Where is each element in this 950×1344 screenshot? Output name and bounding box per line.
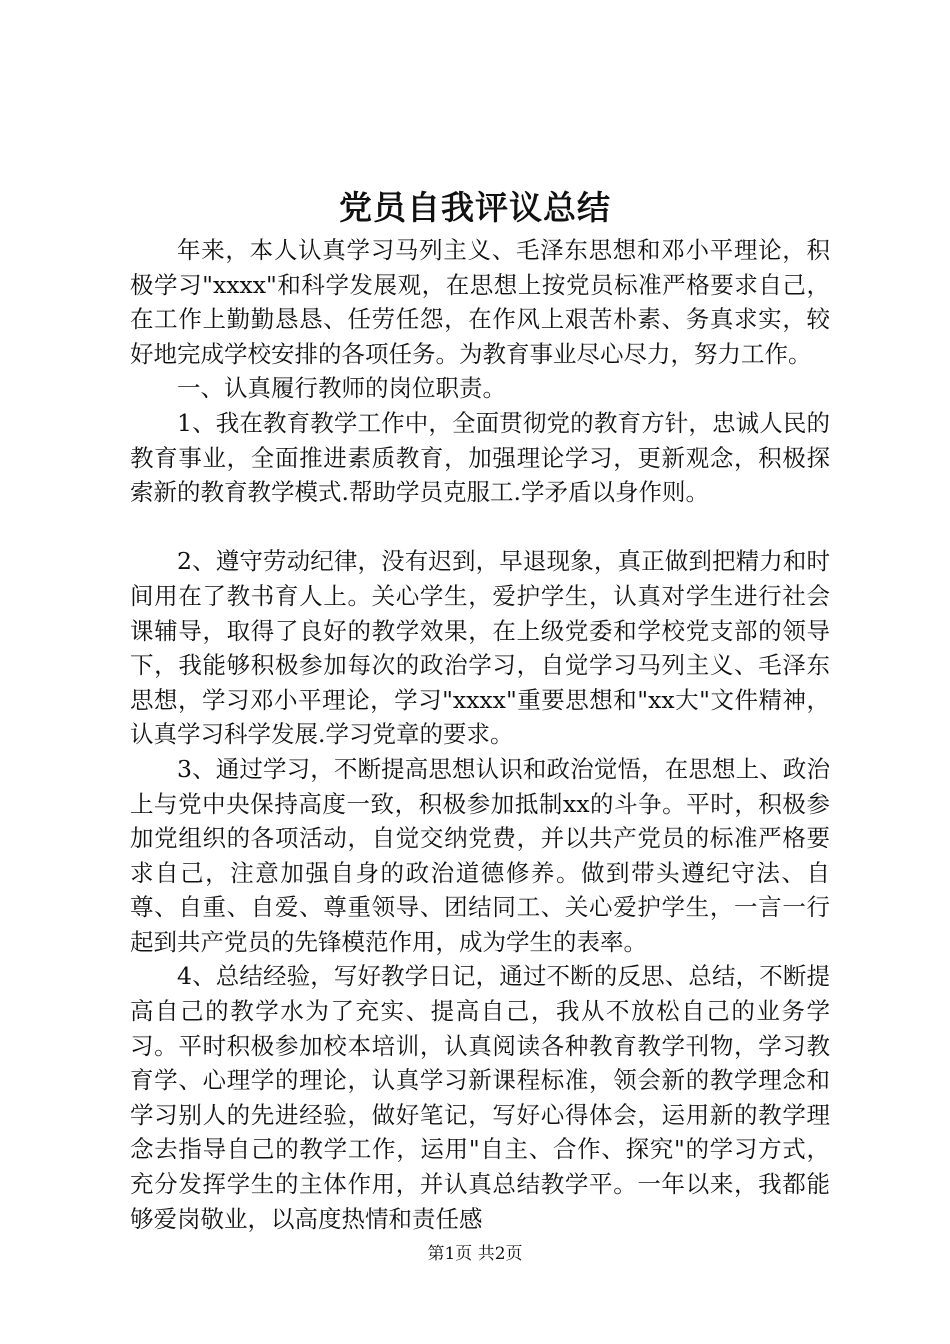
document-body [130,233,830,1236]
document-title: 党员自我评议总结 [339,188,611,227]
paragraph-item-2: 2、遵守劳动纪律，没有迟到，早退现象，真正做到把精力和时间用在了教书育人上。关心学生，爱护学生，认真对学生进行社会课辅导，取得了良好的教学效果，在上级党委和学校党支部的领导下，我能够积极参加每次的政治学习，自觉学习马列主义、毛泽东思想，学习邓小平理论，学习"xxxx"重要思想和"xx大"文件精神，认真学习科学发展.学习党章的要求。 [130,547,830,749]
paragraph-item-3: 3、通过学习，不断提高思想认识和政治觉悟，在思想上、政治上与党中央保持高度一致，积极参加抵制xx的斗争。平时，积极参加党组织的各项活动，自觉交纳党费，并以共产党员的标准严格要求自己，注意加强自身的政治道德修养。做到带头遵纪守法、自尊、自重、自爱、尊重领导、团结同工、关心爱护学生，一言一行起到共产党员的先锋模范作用，成为学生的表率。 [130,754,830,956]
paragraph-item-1: 1、我在教育教学工作中，全面贯彻党的教育方针，忠诚人民的教育事业，全面推进素质教育，加强理论学习，更新观念，积极探索新的教育教学模式.帮助学员克服工.学矛盾以身作则。 [130,408,830,507]
paragraph-item-4: 4、总结经验，写好教学日记，通过不断的反思、总结，不断提高自己的教学水为了充实、提高自己，我从不放松自己的业务学习。平时积极参加校本培训，认真阅读各种教育教学刊物，学习教育学、心理学的理论，认真学习新课程标准，领会新的教学理念和学习别人的先进经验，做好笔记，写好心得体会，运用新的教学理念去指导自己的教学工作，运用"自主、合作、探究"的学习方式，充分发挥学生的主体作用，并认真总结教学平。一年以来，我都能够爱岗敬业，以高度热情和责任感 [130,962,830,1233]
page-number-footer: 第1页 共2页 [427,1244,523,1264]
section-heading-1: 一、认真履行教师的岗位职责。 [177,374,506,403]
paragraph-intro: 年来，本人认真学习马列主义、毛泽东思想和邓小平理论，积极学习"xxxx"和科学发展观，在思想上按党员标准严格要求自己，在工作上勤勤恳恳、任劳任怨，在作风上艰苦朴素、务真求实，较好地完成学校安排的各项任务。为教育事业尽心尽力，努力工作。 [130,236,830,368]
